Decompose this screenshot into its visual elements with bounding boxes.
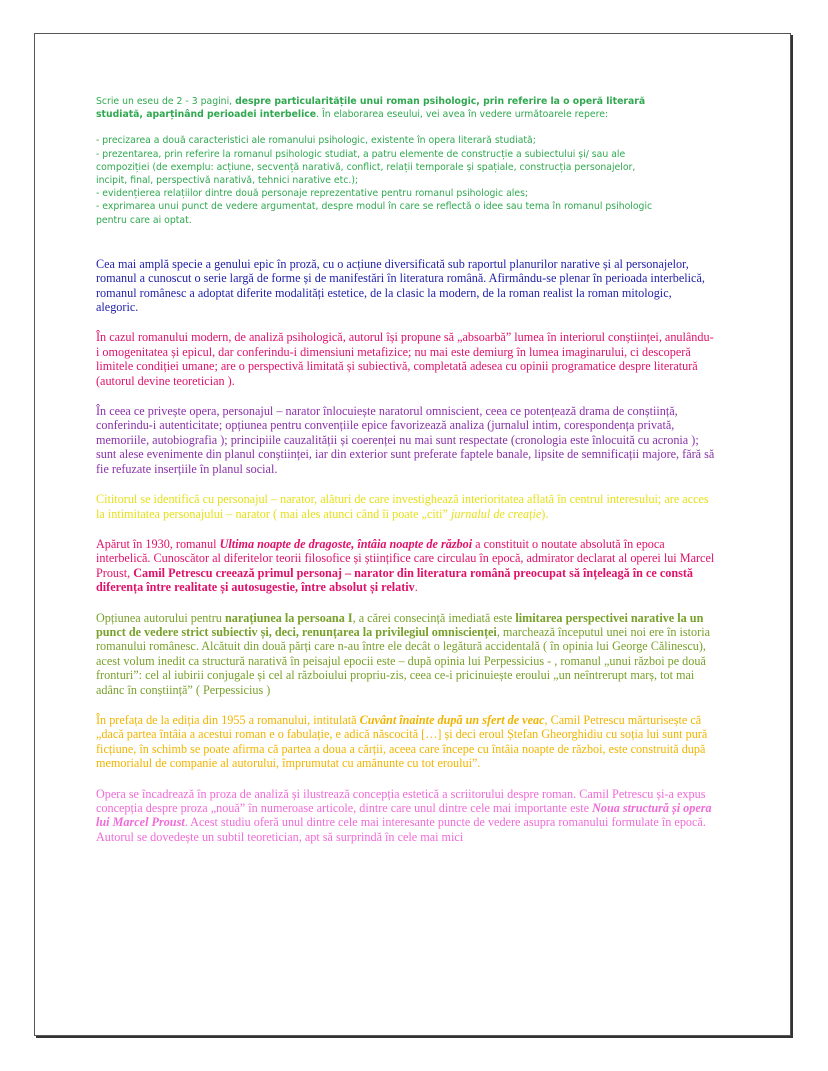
task-item: - precizarea a două caracteristici ale romanului psihologic, existente în opera literară studiată; — [96, 135, 536, 147]
essay-paragraph-7 — [96, 713, 716, 771]
essay-paragraph-8 — [96, 787, 716, 845]
essay-paragraph-2: În cazul romanului modern, de analiză psihologică, autorul își propune să „absoarbă” lumea în interiorul conștiinței, anulându-i omogenitatea și epicul, dar conferindu-i dimensiuni metafizice; nu mai este demiurg în lumea imaginarului, ci descoperă limitele condiției umane; are o perspectivă limitată și subiectivă, completată adesea cu opinii programatice despre literatură (autorul devine teoretician ). — [96, 330, 714, 388]
p6-text-mid: , a cărei consecință imediată este — [352, 610, 516, 625]
task-gap — [96, 121, 656, 134]
task-instructions — [96, 95, 656, 227]
task-intro-text: Scrie un eseu de 2 - 3 pagini, — [96, 96, 236, 107]
essay-paragraph-4 — [96, 492, 716, 521]
p6-bold-1: narațiunea la persoana I — [224, 610, 353, 625]
p5-text: Apărut în 1930, romanul — [96, 536, 220, 551]
essay-paragraph-5 — [96, 537, 716, 595]
p5-text-mid: a constituit o noutate absolută în epoca interbelică. Cunoscător al diferitelor teorii filosofice și științifice care circulau în epocă, admirator declarat al operei lui Marcel Proust, — [96, 536, 715, 580]
p4-end: ). — [541, 506, 549, 521]
p7-end: , Camil Petrescu mărturisește că „dacă partea întâia a acestui roman e o fabulație, e adică născocită […] și deci eroul Ștefan Gheorghidiu cu soția lui sunt pură ficțiune, în schimb se poate afirma că partea a doua a cărții, aceea care începe cu întâia noapte de război, este construită după memorialul de companie al autorului, împrumutat cu amănunte cu tot eroului”. — [96, 712, 708, 771]
p5-bold: Camil Petrescu creează primul personaj – narator din literatura română preocupat să înțeleagă în ce constă diferența între realitate și autosugestie, între absolut și relativ — [96, 565, 694, 595]
essay-paragraph-6 — [96, 611, 716, 697]
task-intro-bold: despre particularitățile unui roman psihologic, prin referire la o operă literară studiată, aparținând perioadei interbelice — [96, 96, 646, 121]
essay-paragraph-1: Cea mai amplă specie a genului epic în proză, cu o acțiune diversificată sub raportul planurilor narative și al personajelor, romanul a cunoscut o serie largă de forme și de manifestări în literatura română. Afirmându-se plenar în perioada interbelică, romanul românesc a adoptat diferite modalități estetice, de la clasic la modern, de la roman realist la roman mitologic, alegoric. — [96, 256, 705, 315]
p5-novel-title: Ultima noapte de dragoste, întâia noapte de război — [219, 536, 473, 551]
essay-body — [96, 257, 796, 844]
p7-preface-title: Cuvânt înainte după un sfert de veac — [359, 712, 545, 727]
p8-study-title: Noua structură și opera lui Marcel Proust — [96, 801, 712, 830]
p6-bold-2: limitarea perspectivei narative la un punct de vedere strict subiectiv și, deci, renunțarea la privilegiul omniscienței — [96, 610, 704, 639]
p5-end: . — [414, 580, 418, 595]
p8-end: . Acest studiu oferă unul dintre cele mai interesante puncte de vedere asupra romanului formulate în epocă. Autorul se dovedește un subtil teoretician, apt să surprindă în cele mai mici — [96, 815, 706, 844]
p7-text: În prefața de la ediția din 1955 a romanului, intitulată — [96, 712, 360, 727]
page-content — [96, 95, 796, 844]
p6-end: , marchează începutul unei noi ere în istoria romanului românesc. Alcătuit din două părți care n-au între ele decât o legătură accidentală ( în opinia lui George Călinescu), acest volum inedit ca structură narativă în peisajul epocii este – după opinia lui Perpessicius - , romanul „unui război pe două fronturi”: cel al iubirii conjugale și cel al războiului propriu-zis, ceea ce-i pricinuiește eroului „un neîntrerupt marș, tot mai adânc în conștiință” ( Perpessicius ) — [96, 624, 711, 697]
p8-text: Opera se încadrează în proza de analiză și ilustrează concepția estetică a scriitorului despre roman. Camil Petrescu și-a expus concepția despre proza „nouă” în numeroase articole, dintre care unul dintre cele mai importante este — [96, 786, 706, 816]
task-item: - exprimarea unui punct de vedere argumentat, despre modul în care se reflectă o idee sau tema în romanul psihologic pentru care ai optat. — [96, 201, 653, 226]
essay-paragraph-3: În ceea ce privește opera, personajul – narator înlocuiește naratorul omniscient, ceea ce potențează drama de conștiință, conferindu-i autenticitate; opțiunea pentru convențiile epice favorizează analiza (jurnalul intim, corespondența privată, memoriile, autobiografia ); principiile cauzalității și coerenței nu mai sunt respectate (cronologia este înlocuită cu acronia ); sunt alese evenimente din planul conștiinței, iar din exterior sunt preferate faptele banale, lipsite de semnificații majore, fără să fie refuzate inserțiile în planul social. — [96, 404, 715, 476]
task-item: - evidențierea relațiilor dintre două personaje reprezentative pentru romanul psihologic ales; — [96, 188, 529, 200]
document-page — [34, 33, 791, 1036]
task-item: - prezentarea, prin referire la romanul psihologic studiat, a patru elemente de construcție a subiectului și/ sau ale compoziției (de exemplu: acțiune, secvență narativă, conflict, relații temporale și spațiale, construcția personajelor, incipit, final, perspectivă narativă, tehnici narative etc.); — [96, 148, 636, 187]
p6-text: Opțiunea autorului pentru — [96, 610, 225, 625]
task-intro-end: . În elaborarea eseului, vei avea în vedere următoarele repere: — [316, 109, 609, 121]
p4-italic: jurnalul de creație — [451, 506, 542, 521]
p4-text: Cititorul se identifică cu personajul – narator, alături de care investighează interioritatea aflată în centrul interesului; are acces la intimitatea personajului – narator ( mai ales atunci când îi poate „citi” — [96, 492, 709, 521]
